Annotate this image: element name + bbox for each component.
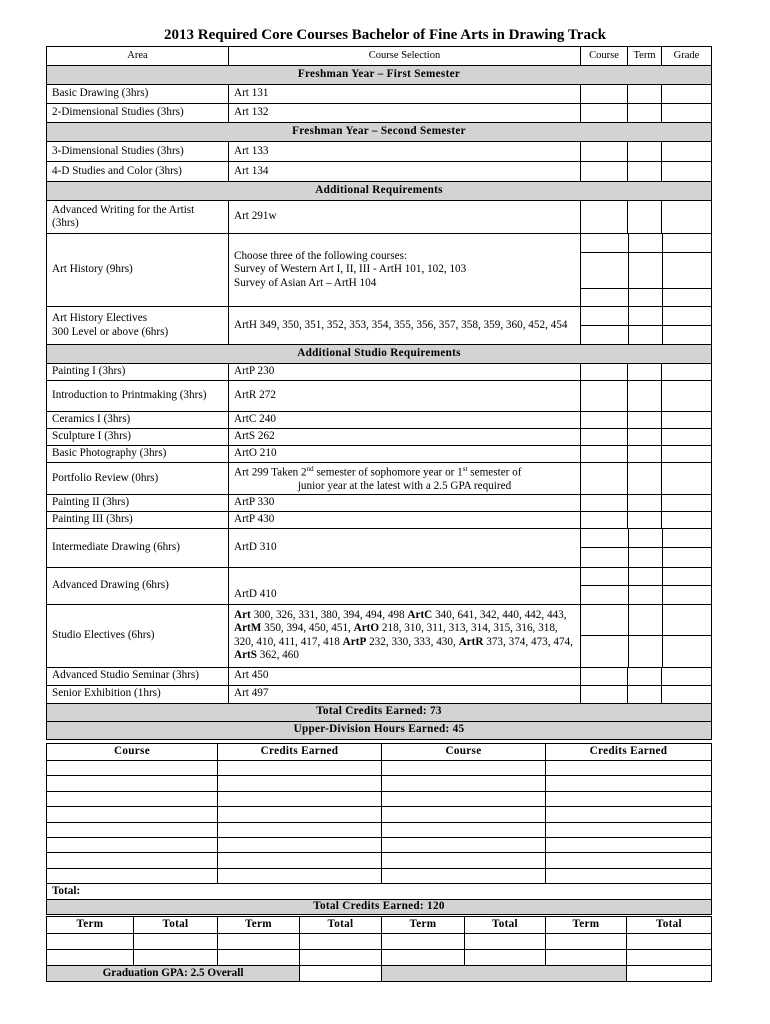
elective-numbers: 362, 460	[257, 649, 299, 662]
term-cell[interactable]	[628, 142, 662, 162]
total-credits-120: Total Credits Earned: 120	[47, 900, 712, 915]
grade-cell[interactable]	[662, 494, 712, 511]
term-cell[interactable]	[628, 605, 662, 636]
elective-numbers: 300, 326, 331, 380, 394, 494, 498	[250, 608, 408, 621]
grade-cell[interactable]	[662, 529, 712, 548]
upper-credits-cell[interactable]	[546, 807, 712, 822]
term-header-2: Term	[218, 917, 300, 934]
upper-credits-cell[interactable]	[546, 868, 712, 883]
term-header-0: Term	[47, 917, 134, 934]
term-cell[interactable]	[546, 950, 627, 966]
course-cell[interactable]	[581, 104, 628, 123]
grade-cell[interactable]	[662, 326, 712, 345]
section-freshman-first: Freshman Year – First Semester	[47, 66, 712, 85]
portfolio-sup-2: st	[462, 465, 468, 473]
course-cell[interactable]	[581, 429, 628, 446]
term-cell[interactable]	[628, 548, 662, 567]
course-cell[interactable]	[581, 494, 628, 511]
term-row	[47, 934, 712, 950]
gpa-filler	[382, 966, 627, 982]
term-cell[interactable]	[628, 685, 662, 703]
term-cell[interactable]	[47, 934, 134, 950]
grade-cell[interactable]	[662, 568, 712, 586]
course-cell[interactable]	[581, 636, 628, 667]
upper-credits-cell[interactable]	[218, 791, 382, 806]
art-history-line1: Choose three of the following courses:	[234, 249, 408, 262]
elective-numbers: 340, 641, 342, 440, 442, 443,	[432, 608, 567, 621]
course-cell[interactable]	[581, 201, 628, 234]
grade-cell[interactable]	[662, 548, 712, 567]
elective-numbers: 218, 310, 311, 313, 314, 315, 316, 318, 320, 410, 411, 417, 418	[234, 622, 558, 648]
grade-cell[interactable]	[662, 162, 712, 182]
term-cell[interactable]	[628, 326, 662, 345]
upper-division-45: Upper-Division Hours Earned: 45	[47, 721, 712, 739]
grade-cell[interactable]	[662, 667, 712, 685]
upper-credits-cell[interactable]	[546, 822, 712, 837]
course-cell[interactable]	[581, 586, 628, 604]
upper-header-course-b: Course	[382, 744, 546, 761]
course-basic-drawing: Art 131	[229, 85, 581, 104]
grade-cell[interactable]	[662, 636, 712, 667]
section-studio: Additional Studio Requirements	[47, 345, 712, 364]
term-cell[interactable]	[628, 162, 662, 182]
area-painting-3: Painting III (3hrs)	[47, 511, 229, 528]
term-cell[interactable]	[628, 307, 662, 326]
course-cell[interactable]	[581, 511, 628, 528]
upper-course-cell[interactable]	[47, 807, 218, 822]
term-cell[interactable]	[628, 494, 662, 511]
grade-cell[interactable]	[662, 104, 712, 123]
course-3d-studies: Art 133	[229, 142, 581, 162]
term-cell[interactable]	[628, 511, 662, 528]
studio-electives-grid	[581, 604, 712, 667]
total-credits-73: Total Credits Earned: 73	[47, 703, 712, 721]
term-total-cell[interactable]	[465, 934, 546, 950]
course-painting-1: ArtP 230	[229, 364, 581, 381]
graduation-gpa: Graduation GPA: 2.5 Overall	[47, 966, 300, 982]
area-art-history: Art History (9hrs)	[47, 234, 229, 307]
term-header-3: Total	[300, 917, 382, 934]
grade-cell[interactable]	[662, 463, 712, 495]
term-total-cell[interactable]	[134, 950, 218, 966]
term-cell[interactable]	[382, 934, 465, 950]
term-total-cell[interactable]	[300, 934, 382, 950]
upper-division-table	[46, 743, 712, 915]
course-cell[interactable]	[581, 463, 628, 495]
area-intermediate-drawing: Intermediate Drawing (6hrs)	[47, 528, 229, 567]
area-2d-studies: 2-Dimensional Studies (3hrs)	[47, 104, 229, 123]
course-cell[interactable]	[581, 364, 628, 381]
course-cell[interactable]	[581, 307, 628, 326]
upper-header-course-a: Course	[47, 744, 218, 761]
term-cell[interactable]	[628, 234, 662, 252]
course-cell[interactable]	[581, 381, 628, 412]
grade-cell[interactable]	[662, 429, 712, 446]
course-ceramics: ArtC 240	[229, 412, 581, 429]
upper-row	[47, 837, 712, 852]
electives-grid	[581, 307, 712, 345]
grade-cell[interactable]	[662, 586, 712, 604]
upper-row	[47, 761, 712, 776]
term-cell[interactable]	[47, 950, 134, 966]
upper-credits-cell[interactable]	[546, 791, 712, 806]
elective-prefix: ArtS	[234, 649, 257, 662]
upper-credits-cell[interactable]	[546, 761, 712, 776]
course-cell[interactable]	[581, 252, 628, 288]
course-painting-3: ArtP 430	[229, 511, 581, 528]
grade-cell[interactable]	[662, 288, 712, 306]
upper-course-cell[interactable]	[47, 822, 218, 837]
term-header-5: Total	[465, 917, 546, 934]
elective-prefix: ArtO	[353, 622, 380, 635]
course-cell[interactable]	[581, 529, 628, 548]
upper-course-cell[interactable]	[47, 761, 218, 776]
header-term: Term	[628, 47, 662, 66]
area-3d-studies: 3-Dimensional Studies (3hrs)	[47, 142, 229, 162]
course-printmaking: ArtR 272	[229, 381, 581, 412]
area-art-history-electives	[47, 307, 229, 345]
upper-course-cell[interactable]	[382, 868, 546, 883]
upper-credits-cell[interactable]	[218, 853, 382, 868]
area-photography: Basic Photography (3hrs)	[47, 446, 229, 463]
upper-course-cell[interactable]	[47, 853, 218, 868]
course-cell[interactable]	[581, 446, 628, 463]
upper-course-cell[interactable]	[382, 807, 546, 822]
grade-cell[interactable]	[662, 605, 712, 636]
course-art-history-electives: ArtH 349, 350, 351, 352, 353, 354, 355, 356, 357, 358, 359, 360, 452, 454	[229, 307, 581, 345]
term-cell[interactable]	[628, 364, 662, 381]
elective-prefix: ArtM	[234, 622, 262, 635]
course-cell[interactable]	[581, 85, 628, 104]
area-printmaking: Introduction to Printmaking (3hrs)	[47, 381, 229, 412]
area-advanced-writing: Advanced Writing for the Artist (3hrs)	[47, 201, 229, 234]
advanced-grid	[581, 567, 712, 604]
upper-course-cell[interactable]	[382, 776, 546, 791]
art-history-line3: Survey of Asian Art – ArtH 104	[234, 276, 377, 289]
term-cell[interactable]	[628, 381, 662, 412]
upper-row	[47, 776, 712, 791]
term-cell[interactable]	[628, 85, 662, 104]
term-cell[interactable]	[382, 950, 465, 966]
section-additional: Additional Requirements	[47, 182, 712, 201]
upper-course-cell[interactable]	[47, 868, 218, 883]
upper-row	[47, 822, 712, 837]
upper-course-cell[interactable]	[382, 761, 546, 776]
course-cell[interactable]	[581, 234, 628, 252]
grade-cell[interactable]	[662, 234, 712, 252]
upper-course-cell[interactable]	[47, 837, 218, 852]
term-totals-table	[46, 916, 712, 982]
course-seminar: Art 450	[229, 667, 581, 685]
term-cell[interactable]	[628, 201, 662, 234]
electives-label: Art History Electives	[52, 312, 148, 324]
area-sculpture: Sculpture I (3hrs)	[47, 429, 229, 446]
upper-course-cell[interactable]	[382, 837, 546, 852]
upper-credits-cell[interactable]	[218, 761, 382, 776]
area-painting-1: Painting I (3hrs)	[47, 364, 229, 381]
grade-cell[interactable]	[662, 201, 712, 234]
area-portfolio-review: Portfolio Review (0hrs)	[47, 463, 229, 495]
course-intermediate-drawing: ArtD 310	[229, 528, 581, 567]
grade-cell[interactable]	[662, 412, 712, 429]
term-total-cell[interactable]	[465, 950, 546, 966]
upper-total-label: Total:	[47, 884, 712, 900]
upper-credits-cell[interactable]	[218, 837, 382, 852]
term-cell[interactable]	[628, 463, 662, 495]
portfolio-sup-1: nd	[306, 465, 314, 473]
upper-course-cell[interactable]	[382, 822, 546, 837]
term-total-cell[interactable]	[300, 950, 382, 966]
gpa-value-cell[interactable]	[300, 966, 382, 982]
portfolio-text-3: semester of	[467, 466, 522, 479]
electives-sublabel: 300 Level or above (6hrs)	[52, 325, 169, 338]
upper-course-cell[interactable]	[382, 791, 546, 806]
upper-header-credits-a: Credits Earned	[218, 744, 382, 761]
course-sculpture: ArtS 262	[229, 429, 581, 446]
upper-credits-cell[interactable]	[546, 837, 712, 852]
grade-cell[interactable]	[662, 446, 712, 463]
upper-credits-cell[interactable]	[546, 776, 712, 791]
upper-course-cell[interactable]	[47, 776, 218, 791]
header-selection: Course Selection	[229, 47, 581, 66]
elective-numbers: 350, 394, 450, 451,	[261, 622, 354, 635]
course-cell[interactable]	[581, 288, 628, 306]
area-4d-studies: 4-D Studies and Color (3hrs)	[47, 162, 229, 182]
course-portfolio-review	[229, 463, 581, 495]
course-cell[interactable]	[581, 326, 628, 345]
area-ceramics: Ceramics I (3hrs)	[47, 412, 229, 429]
area-advanced-drawing: Advanced Drawing (6hrs)	[47, 567, 229, 604]
grade-cell[interactable]	[662, 685, 712, 703]
elective-prefix: ArtC	[407, 608, 433, 621]
page-title: 2013 Required Core Courses Bachelor of Fine Arts in Drawing Track	[164, 27, 606, 43]
upper-credits-cell[interactable]	[218, 776, 382, 791]
area-exhibition: Senior Exhibition (1hrs)	[47, 685, 229, 703]
term-header-1: Total	[134, 917, 218, 934]
term-cell[interactable]	[628, 104, 662, 123]
term-cell[interactable]	[628, 586, 662, 604]
course-advanced-drawing: ArtD 410	[229, 567, 581, 604]
course-2d-studies: Art 132	[229, 104, 581, 123]
course-cell[interactable]	[581, 142, 628, 162]
term-cell[interactable]	[218, 934, 300, 950]
grade-cell[interactable]	[662, 307, 712, 326]
header-area: Area	[47, 47, 229, 66]
intermediate-grid	[581, 528, 712, 567]
term-cell[interactable]	[628, 412, 662, 429]
upper-row	[47, 791, 712, 806]
course-cell[interactable]	[581, 412, 628, 429]
section-freshman-second: Freshman Year – Second Semester	[47, 123, 712, 142]
term-cell[interactable]	[628, 529, 662, 548]
portfolio-text-1: Art 299 Taken 2	[234, 466, 307, 479]
term-total-cell[interactable]	[627, 950, 712, 966]
upper-credits-cell[interactable]	[218, 868, 382, 883]
grade-cell[interactable]	[662, 252, 712, 288]
upper-row	[47, 868, 712, 883]
course-cell[interactable]	[581, 568, 628, 586]
art-history-grid	[581, 234, 712, 307]
area-seminar: Advanced Studio Seminar (3hrs)	[47, 667, 229, 685]
area-painting-2: Painting II (3hrs)	[47, 494, 229, 511]
elective-numbers: 232, 330, 333, 430,	[366, 635, 459, 648]
portfolio-text-4: junior year at the latest with a 2.5 GPA required	[297, 480, 512, 493]
term-cell[interactable]	[628, 568, 662, 586]
term-cell[interactable]	[218, 950, 300, 966]
course-art-history	[229, 234, 581, 307]
grade-cell[interactable]	[662, 381, 712, 412]
course-cell[interactable]	[581, 605, 628, 636]
course-advanced-writing: Art 291w	[229, 201, 581, 234]
term-header-4: Term	[382, 917, 465, 934]
portfolio-text-2: semester of sophomore year or 1	[313, 466, 463, 479]
course-studio-electives	[229, 604, 581, 667]
term-cell[interactable]	[628, 252, 662, 288]
term-cell[interactable]	[628, 288, 662, 306]
grade-cell[interactable]	[662, 511, 712, 528]
course-cell[interactable]	[581, 162, 628, 182]
upper-credits-cell[interactable]	[546, 853, 712, 868]
area-studio-electives: Studio Electives (6hrs)	[47, 604, 229, 667]
grade-cell[interactable]	[662, 85, 712, 104]
upper-row	[47, 853, 712, 868]
elective-prefix: ArtR	[458, 635, 484, 648]
course-exhibition: Art 497	[229, 685, 581, 703]
area-basic-drawing: Basic Drawing (3hrs)	[47, 85, 229, 104]
grade-cell[interactable]	[662, 142, 712, 162]
course-4d-studies: Art 134	[229, 162, 581, 182]
term-row	[47, 950, 712, 966]
term-cell[interactable]	[628, 636, 662, 667]
upper-course-cell[interactable]	[382, 853, 546, 868]
term-total-cell[interactable]	[627, 934, 712, 950]
header-grade: Grade	[662, 47, 712, 66]
elective-prefix: Art	[234, 608, 251, 621]
term-cell[interactable]	[628, 446, 662, 463]
art-history-line2: Survey of Western Art I, II, III - ArtH 101, 102, 103	[234, 263, 467, 276]
upper-credits-cell[interactable]	[218, 807, 382, 822]
course-cell[interactable]	[581, 548, 628, 567]
grade-cell[interactable]	[662, 364, 712, 381]
elective-prefix: ArtP	[342, 635, 367, 648]
course-cell[interactable]	[581, 667, 628, 685]
upper-header-credits-b: Credits Earned	[546, 744, 712, 761]
term-header-6: Term	[546, 917, 627, 934]
course-cell[interactable]	[581, 685, 628, 703]
term-cell[interactable]	[628, 667, 662, 685]
upper-course-cell[interactable]	[47, 791, 218, 806]
gpa-extra-cell[interactable]	[627, 966, 712, 982]
term-header-7: Total	[627, 917, 712, 934]
elective-numbers: 373, 374, 473, 474,	[483, 635, 573, 648]
core-courses-table	[46, 46, 712, 740]
upper-credits-cell[interactable]	[218, 822, 382, 837]
course-photography: ArtO 210	[229, 446, 581, 463]
term-cell[interactable]	[628, 429, 662, 446]
course-painting-2: ArtP 330	[229, 494, 581, 511]
upper-row	[47, 807, 712, 822]
term-cell[interactable]	[546, 934, 627, 950]
header-course: Course	[581, 47, 628, 66]
term-total-cell[interactable]	[134, 934, 218, 950]
